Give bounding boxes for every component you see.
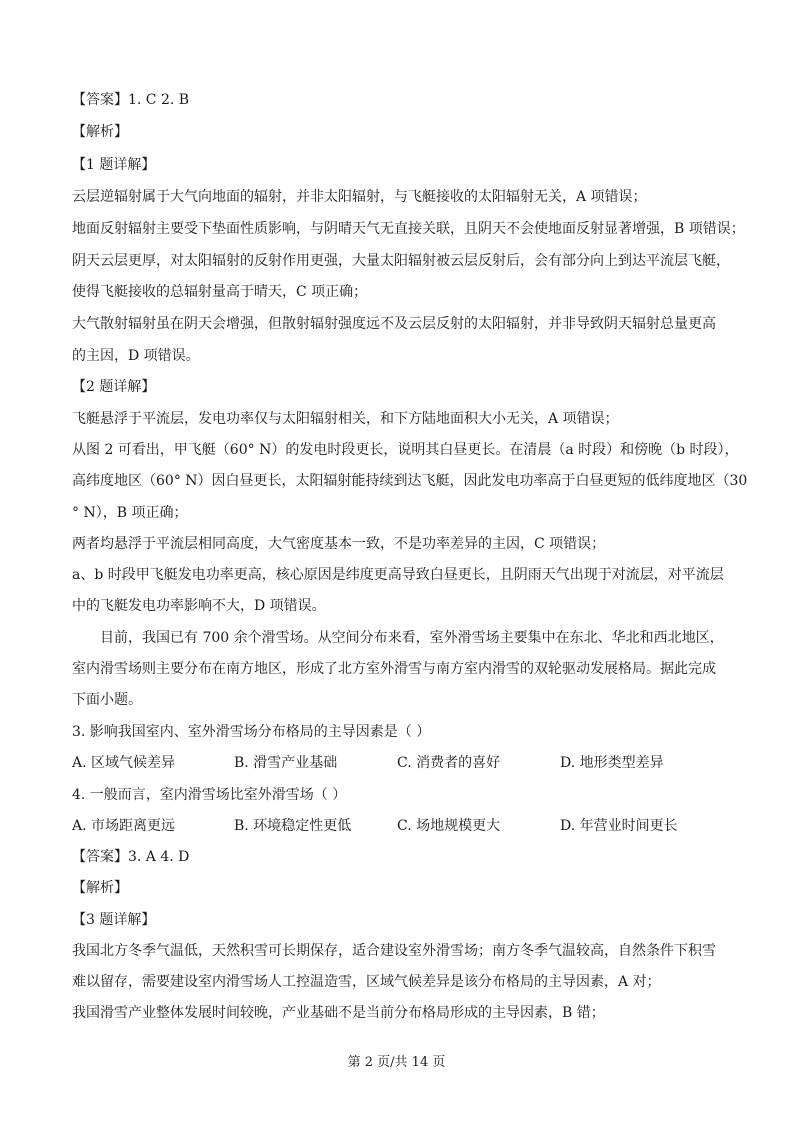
paragraph-line: 下面小题。 bbox=[72, 692, 142, 708]
question-4-options bbox=[72, 816, 737, 836]
paragraph-line: a、b 时段甲飞艇发电功率更高，核心原因是纬度更高导致白昼更长，且阴雨天气出现于对流层，对平流层 bbox=[72, 567, 724, 583]
question-3-options bbox=[72, 753, 737, 773]
paragraph-line: 云层逆辐射属于大气向地面的辐射，并非太阳辐射，与飞艇接收的太阳辐射无关，A 项错误； bbox=[72, 189, 647, 205]
option-c: C. 消费者的喜好 bbox=[397, 755, 501, 771]
analysis-heading: 【解析】 bbox=[72, 880, 128, 896]
paragraph-line: 高纬度地区（60° N）因白昼更长，太阳辐射能持续到达飞艇，因此发电功率高于白昼更短的低纬度地区（30 bbox=[72, 473, 748, 489]
paragraph-line: 大气散射辐射虽在阴天会增强，但散射辐射强度远不及云层反射的太阳辐射，并非导致阴天辐射总量更高 bbox=[72, 316, 716, 332]
paragraph-line: 中的飞艇发电功率影响不大，D 项错误。 bbox=[72, 598, 326, 614]
answer-line-3-4: 【答案】3. A 4. D bbox=[72, 849, 190, 865]
paragraph-line: 使得飞艇接收的总辐射量高于晴天，C 项正确； bbox=[72, 284, 368, 300]
paragraph-line: 我国北方冬季气温低，天然积雪可长期保存，适合建设室外滑雪场；南方冬季气温较高，自然条件下积雪 bbox=[72, 943, 716, 959]
paragraph-line: 从图 2 可看出，甲飞艇（60° N）的发电时段更长，说明其白昼更长。在清晨（a 时段）和傍晚（b 时段）， bbox=[72, 442, 739, 458]
question-4-stem: 4. 一般而言，室内滑雪场比室外滑雪场（ ） bbox=[72, 787, 347, 803]
paragraph-line: 的主因，D 项错误。 bbox=[72, 348, 200, 364]
option-d: D. 年营业时间更长 bbox=[560, 818, 678, 834]
paragraph-line: 我国滑雪产业整体发展时间较晚，产业基础不是当前分布格局形成的主导因素，B 错； bbox=[72, 1005, 605, 1021]
option-d: D. 地形类型差异 bbox=[560, 755, 664, 771]
q2-detail-heading: 【2 题详解】 bbox=[72, 379, 156, 395]
answer-line-1-2: 【答案】1. C 2. B bbox=[72, 92, 190, 108]
paragraph-line: 两者均悬浮于平流层相同高度，大气密度基本一致，不是功率差异的主因，C 项错误； bbox=[72, 536, 606, 552]
paragraph-line: ° N），B 项正确； bbox=[72, 505, 188, 521]
paragraph-line: 室内滑雪场则主要分布在南方地区，形成了北方室外滑雪与南方室内滑雪的双轮驱动发展格局。据此完成 bbox=[72, 661, 716, 677]
paragraph-line: 飞艇悬浮于平流层，发电功率仅与太阳辐射相关，和下方陆地面积大小无关，A 项错误； bbox=[72, 411, 619, 427]
paragraph-line: 难以留存，需要建设室内滑雪场人工控温造雪，区域气候差异是该分布格局的主导因素，A 对； bbox=[72, 974, 661, 990]
paragraph-line: 地面反射辐射主要受下垫面性质影响，与阴晴天气无直接关联，且阴天不会使地面反射显著增强，B 项错误； bbox=[72, 221, 745, 237]
q1-detail-heading: 【1 题详解】 bbox=[72, 157, 156, 173]
q3-detail-heading: 【3 题详解】 bbox=[72, 912, 156, 928]
option-a: A. 市场距离更远 bbox=[72, 818, 176, 834]
question-3-stem: 3. 影响我国室内、室外滑雪场分布格局的主导因素是（ ） bbox=[72, 724, 431, 740]
option-c: C. 场地规模更大 bbox=[397, 818, 501, 834]
material-paragraph-start: 目前，我国已有 700 余个滑雪场。从空间分布来看，室外滑雪场主要集中在东北、华北和西北地区， bbox=[100, 630, 724, 646]
option-b: B. 滑雪产业基础 bbox=[234, 755, 338, 771]
option-a: A. 区域气候差异 bbox=[72, 755, 176, 771]
option-b: B. 环境稳定性更低 bbox=[234, 818, 352, 834]
paragraph-line: 阴天云层更厚，对太阳辐射的反射作用更强，大量太阳辐射被云层反射后，会有部分向上到达平流层飞艇， bbox=[72, 253, 730, 269]
analysis-heading: 【解析】 bbox=[72, 124, 128, 140]
page-footer: 第 2 页/共 14 页 bbox=[347, 1055, 446, 1070]
